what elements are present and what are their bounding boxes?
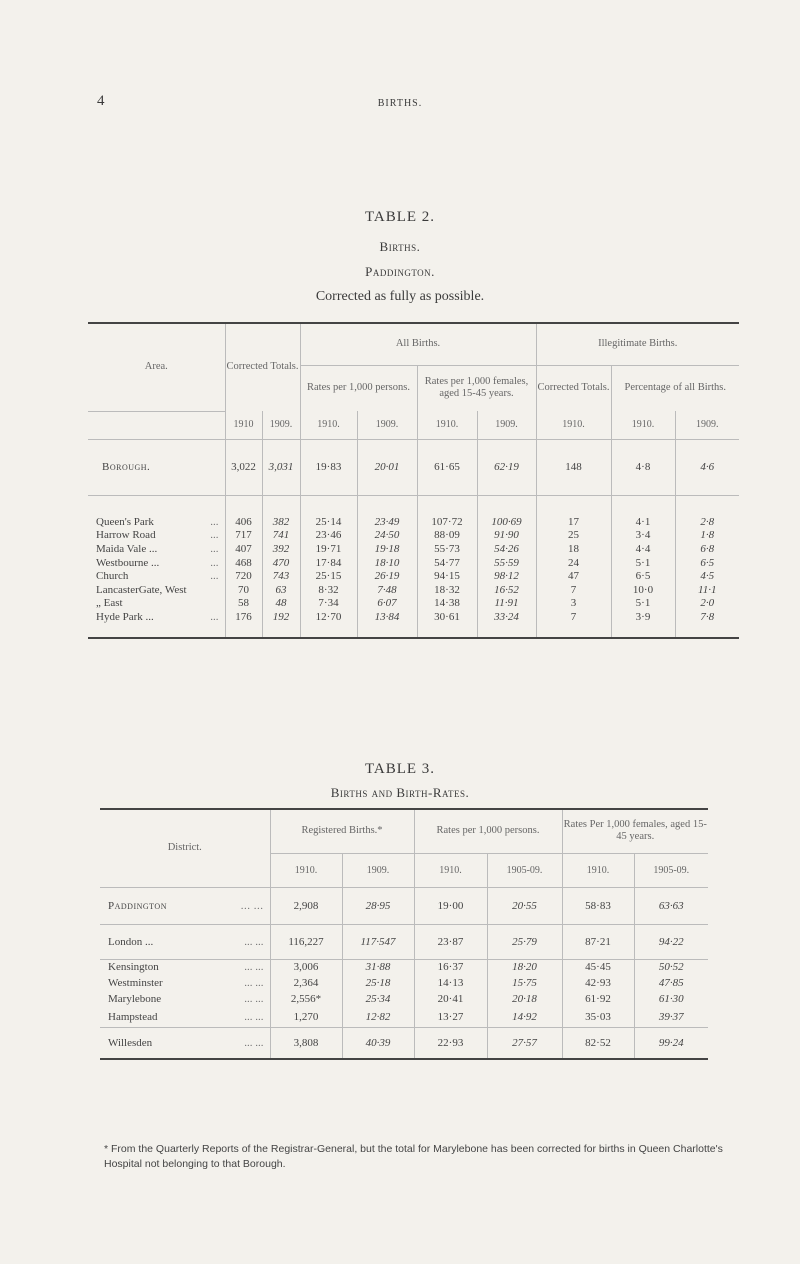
table-cell: 468 bbox=[225, 556, 262, 570]
table-cell: 94·22 bbox=[658, 935, 684, 948]
table-cell: 100·69 bbox=[477, 515, 536, 529]
table-cell: 6·8 bbox=[700, 542, 715, 555]
table-cell: 25·14 bbox=[300, 515, 357, 529]
table-row bbox=[100, 887, 708, 924]
table-cell: 741 bbox=[262, 529, 300, 543]
rates-persons-header: Rates per 1,000 persons. bbox=[300, 365, 417, 411]
table-cell: 176 bbox=[225, 610, 262, 624]
table-cell: 4·4 bbox=[611, 542, 675, 556]
table-cell: 4·1 bbox=[611, 515, 675, 529]
leader-dots: ... bbox=[210, 610, 219, 623]
table-cell: 392 bbox=[262, 542, 300, 556]
table-row bbox=[88, 529, 739, 543]
table-cell: 2·8 bbox=[700, 515, 715, 528]
year-cell: 1910. bbox=[611, 411, 675, 439]
row-label bbox=[100, 887, 270, 924]
all-births-header: All Births. bbox=[300, 323, 536, 365]
row-label-text: Westbourne ... bbox=[96, 556, 160, 569]
table-cell: 25·34 bbox=[342, 991, 414, 1007]
leader-dots: ... bbox=[210, 542, 219, 555]
table-cell: 99·24 bbox=[658, 1036, 684, 1049]
table-cell: 23·87 bbox=[414, 924, 487, 959]
table-cell: 47·85 bbox=[658, 977, 684, 989]
table-cell: 7·34 bbox=[300, 597, 357, 611]
area-year-blank bbox=[88, 411, 225, 439]
row-label-text: Harrow Road bbox=[96, 529, 156, 542]
district-header: District. bbox=[100, 809, 270, 887]
table-cell: 5·1 bbox=[611, 597, 675, 611]
table-cell: 3·9 bbox=[611, 610, 675, 624]
row-label-text: Queen's Park bbox=[96, 515, 154, 528]
row-label bbox=[88, 597, 225, 611]
table-row bbox=[88, 610, 739, 624]
table-cell: 62·19 bbox=[477, 439, 536, 495]
table-cell: 3·4 bbox=[611, 529, 675, 543]
year-cell: 1909. bbox=[696, 419, 719, 431]
table-cell: 7 bbox=[536, 583, 611, 597]
table-cell: 2·0 bbox=[700, 597, 715, 610]
table-cell: 10·0 bbox=[611, 583, 675, 597]
table-cell: 3 bbox=[536, 597, 611, 611]
table-row bbox=[88, 569, 739, 583]
rates-persons-header: Rates per 1,000 persons. bbox=[414, 809, 562, 853]
table-cell: 7·8 bbox=[700, 610, 715, 623]
table-cell: 2,556* bbox=[270, 991, 342, 1007]
table2-note: Corrected as fully as possible. bbox=[315, 289, 485, 304]
table-cell: 5·1 bbox=[611, 556, 675, 570]
table-cell: 58·83 bbox=[562, 887, 634, 924]
leader-dots: ... ... bbox=[244, 1036, 264, 1049]
table-cell: 382 bbox=[262, 515, 300, 529]
year-cell: 1910 bbox=[225, 411, 262, 439]
table-cell: 14·13 bbox=[414, 975, 487, 991]
table-cell: 11·1 bbox=[698, 583, 717, 596]
row-label-text: Church bbox=[96, 570, 129, 583]
year-cell: 1910. bbox=[536, 411, 611, 439]
table-cell: 6·5 bbox=[611, 569, 675, 583]
registered-births-header: Registered Births.* bbox=[270, 809, 414, 853]
table-row bbox=[100, 1027, 708, 1059]
table-cell: 54·77 bbox=[417, 556, 477, 570]
table-cell: 20·01 bbox=[357, 439, 417, 495]
table-cell: 15·75 bbox=[487, 975, 562, 991]
table3 bbox=[100, 808, 708, 1060]
row-label-text: Hyde Park ... bbox=[96, 610, 154, 623]
table-row-borough bbox=[88, 439, 739, 495]
table-cell: 6·07 bbox=[357, 597, 417, 611]
table-cell: 192 bbox=[262, 610, 300, 624]
table-cell: 23·49 bbox=[357, 515, 417, 529]
table-cell: 720 bbox=[225, 569, 262, 583]
table-cell: 3,808 bbox=[270, 1027, 342, 1059]
table-cell: 13·84 bbox=[357, 610, 417, 624]
table-cell: 18·10 bbox=[357, 556, 417, 570]
table-cell: 25·15 bbox=[300, 569, 357, 583]
table-cell: 17·84 bbox=[300, 556, 357, 570]
table-cell: 30·61 bbox=[417, 610, 477, 624]
leader-dots: ... ... bbox=[240, 899, 264, 912]
row-label bbox=[100, 1007, 270, 1027]
leader-dots: ... ... bbox=[244, 935, 264, 948]
row-label-text: Kensington bbox=[108, 961, 159, 974]
row-label bbox=[88, 583, 225, 597]
area-header: Area. bbox=[88, 323, 225, 411]
table-cell: 4·5 bbox=[700, 570, 715, 583]
table-cell: 19·83 bbox=[300, 439, 357, 495]
table3-subtitle: Births and Birth-Rates. bbox=[330, 785, 470, 800]
table-cell: 2,908 bbox=[270, 887, 342, 924]
row-label-text: Willesden bbox=[108, 1036, 153, 1049]
rates-females-header: Rates Per 1,000 females, aged 15-45 years. bbox=[562, 809, 708, 853]
table-cell: 61·30 bbox=[658, 993, 684, 1005]
row-label bbox=[100, 959, 270, 975]
table-cell: 16·37 bbox=[414, 959, 487, 975]
row-label bbox=[88, 569, 225, 583]
corrected-totals-header: Corrected Totals. bbox=[225, 323, 300, 411]
table-cell: 70 bbox=[225, 583, 262, 597]
year-cell: 1909. bbox=[342, 853, 414, 887]
table-cell: 19·71 bbox=[300, 542, 357, 556]
table-cell: 31·88 bbox=[342, 959, 414, 975]
leader-dots: ... bbox=[210, 556, 219, 569]
table-cell: 743 bbox=[262, 569, 300, 583]
table-row bbox=[100, 959, 708, 975]
leader-dots: ... ... bbox=[244, 993, 264, 1005]
year-cell: 1909. bbox=[262, 411, 300, 439]
year-cell: 1910. bbox=[562, 853, 634, 887]
year-cell: 1910. bbox=[300, 411, 357, 439]
table-row bbox=[100, 991, 708, 1007]
row-label-text: „ East bbox=[96, 597, 123, 610]
table-cell: 18·20 bbox=[487, 959, 562, 975]
year-cell: 1910. bbox=[270, 853, 342, 887]
table-cell: 3,006 bbox=[270, 959, 342, 975]
table-cell: 14·38 bbox=[417, 597, 477, 611]
table-cell: 8·32 bbox=[300, 583, 357, 597]
table-row bbox=[88, 583, 739, 597]
table-cell: 12·70 bbox=[300, 610, 357, 624]
row-label-text: Marylebone bbox=[108, 993, 162, 1005]
table-cell: 24·50 bbox=[357, 529, 417, 543]
table-cell: 13·27 bbox=[414, 1007, 487, 1027]
table-cell: 23·46 bbox=[300, 529, 357, 543]
table-cell: 7 bbox=[536, 610, 611, 624]
table-cell: 39·37 bbox=[658, 1010, 684, 1023]
row-label-text: Hampstead bbox=[108, 1010, 158, 1023]
table-cell: 406 bbox=[225, 515, 262, 529]
row-label bbox=[88, 542, 225, 556]
table-cell: 148 bbox=[536, 439, 611, 495]
row-label-text: London ... bbox=[108, 935, 154, 948]
table-cell: 117·547 bbox=[342, 924, 414, 959]
table-cell: 40·39 bbox=[342, 1027, 414, 1059]
table-cell: 47 bbox=[536, 569, 611, 583]
row-label bbox=[88, 556, 225, 570]
table-cell: 82·52 bbox=[562, 1027, 634, 1059]
table-cell: 94·15 bbox=[417, 569, 477, 583]
table-cell: 54·26 bbox=[477, 542, 536, 556]
table-cell: 12·82 bbox=[342, 1007, 414, 1027]
table-row bbox=[100, 1007, 708, 1027]
table-cell: 61·92 bbox=[562, 991, 634, 1007]
table-cell: 48 bbox=[262, 597, 300, 611]
table-cell: 50·52 bbox=[658, 961, 684, 974]
table-cell: 24 bbox=[536, 556, 611, 570]
table-cell: 407 bbox=[225, 542, 262, 556]
table-cell: 17 bbox=[536, 515, 611, 529]
year-cell: 1909. bbox=[477, 411, 536, 439]
table-cell: 42·93 bbox=[562, 975, 634, 991]
table-cell: 11·91 bbox=[477, 597, 536, 611]
table-cell: 20·55 bbox=[487, 887, 562, 924]
table-cell: 33·24 bbox=[477, 610, 536, 624]
row-label bbox=[88, 515, 225, 529]
table3-footnote: * From the Quarterly Reports of the Registrar-General, but the total for Marylebone has been corrected for births in Queen Charlotte's Hospital not belonging to that Borough. bbox=[104, 1143, 723, 1170]
year-cell: 1909. bbox=[357, 411, 417, 439]
table2-title: TABLE 2. bbox=[364, 209, 436, 225]
table-cell: 55·59 bbox=[477, 556, 536, 570]
table-cell: 88·09 bbox=[417, 529, 477, 543]
row-label bbox=[100, 1027, 270, 1059]
row-label-text: Paddington bbox=[108, 899, 167, 912]
table-cell: 18·32 bbox=[417, 583, 477, 597]
table-cell: 470 bbox=[262, 556, 300, 570]
table-cell: 6·5 bbox=[700, 556, 715, 569]
table-cell: 63 bbox=[262, 583, 300, 597]
table-cell: 2,364 bbox=[270, 975, 342, 991]
table-cell: 25·18 bbox=[342, 975, 414, 991]
table-cell: 1,270 bbox=[270, 1007, 342, 1027]
ill-percentage-header: Percentage of all Births. bbox=[624, 382, 726, 394]
table-cell: 20·18 bbox=[487, 991, 562, 1007]
table-cell: 63·63 bbox=[658, 899, 684, 912]
table-row bbox=[88, 542, 739, 556]
table-cell: 18 bbox=[536, 542, 611, 556]
page-number: 4 bbox=[97, 93, 105, 109]
table-row bbox=[88, 515, 739, 529]
table-cell: 58 bbox=[225, 597, 262, 611]
table-row bbox=[88, 597, 739, 611]
table-cell: 14·92 bbox=[487, 1007, 562, 1027]
borough-label: Borough. bbox=[88, 439, 225, 495]
table-cell: 45·45 bbox=[562, 959, 634, 975]
leader-dots: ... ... bbox=[244, 961, 264, 974]
year-cell: 1910. bbox=[414, 853, 487, 887]
row-label bbox=[100, 975, 270, 991]
row-label bbox=[100, 991, 270, 1007]
table-cell: 19·00 bbox=[414, 887, 487, 924]
rates-females-header: Rates per 1,000 females, aged 15-45 years. bbox=[417, 365, 536, 411]
table-cell: 19·18 bbox=[357, 542, 417, 556]
table-cell: 20·41 bbox=[414, 991, 487, 1007]
row-label bbox=[88, 610, 225, 624]
table2 bbox=[88, 322, 739, 639]
row-label bbox=[100, 924, 270, 959]
row-label-text: Westminster bbox=[108, 977, 163, 989]
table-cell: 717 bbox=[225, 529, 262, 543]
table-cell: 4·6 bbox=[700, 461, 715, 473]
table-cell: 27·57 bbox=[487, 1027, 562, 1059]
table-cell: 26·19 bbox=[357, 569, 417, 583]
table-cell: 98·12 bbox=[477, 569, 536, 583]
table-cell: 4·8 bbox=[611, 439, 675, 495]
table2-subtitle-births: Births. bbox=[379, 239, 421, 254]
year-cell: 1905-09. bbox=[653, 864, 690, 876]
leader-dots: ... bbox=[210, 515, 219, 528]
table-cell: 107·72 bbox=[417, 515, 477, 529]
table-cell: 28·95 bbox=[342, 887, 414, 924]
table-cell: 3,031 bbox=[262, 439, 300, 495]
table-cell: 116,227 bbox=[270, 924, 342, 959]
table-row bbox=[100, 924, 708, 959]
table2-subtitle-paddington: Paddington. bbox=[365, 264, 435, 279]
table-cell: 55·73 bbox=[417, 542, 477, 556]
running-head: BIRTHS. bbox=[377, 98, 423, 109]
leader-dots: ... bbox=[210, 529, 219, 542]
table-cell: 22·93 bbox=[414, 1027, 487, 1059]
table-cell: 16·52 bbox=[477, 583, 536, 597]
table-cell: 25·79 bbox=[487, 924, 562, 959]
table-row bbox=[88, 556, 739, 570]
table-cell: 61·65 bbox=[417, 439, 477, 495]
leader-dots: ... ... bbox=[244, 1010, 264, 1023]
table-cell: 3,022 bbox=[225, 439, 262, 495]
table-cell: 91·90 bbox=[477, 529, 536, 543]
row-label bbox=[88, 529, 225, 543]
table-cell: 7·48 bbox=[357, 583, 417, 597]
row-label-text: Maida Vale ... bbox=[96, 542, 158, 555]
ill-corrected-header: Corrected Totals. bbox=[536, 365, 611, 411]
illegitimate-header: Illegitimate Births. bbox=[536, 323, 739, 365]
table-cell: 1·8 bbox=[700, 529, 715, 542]
table-cell: 25 bbox=[536, 529, 611, 543]
leader-dots: ... ... bbox=[244, 977, 264, 989]
table-cell: 87·21 bbox=[562, 924, 634, 959]
leader-dots: ... bbox=[210, 570, 219, 583]
table-cell: 35·03 bbox=[562, 1007, 634, 1027]
table3-title: TABLE 3. bbox=[364, 761, 436, 777]
table-row bbox=[100, 975, 708, 991]
row-label-text: LancasterGate, West bbox=[96, 583, 187, 596]
year-cell: 1905-09. bbox=[487, 853, 562, 887]
year-cell: 1910. bbox=[417, 411, 477, 439]
